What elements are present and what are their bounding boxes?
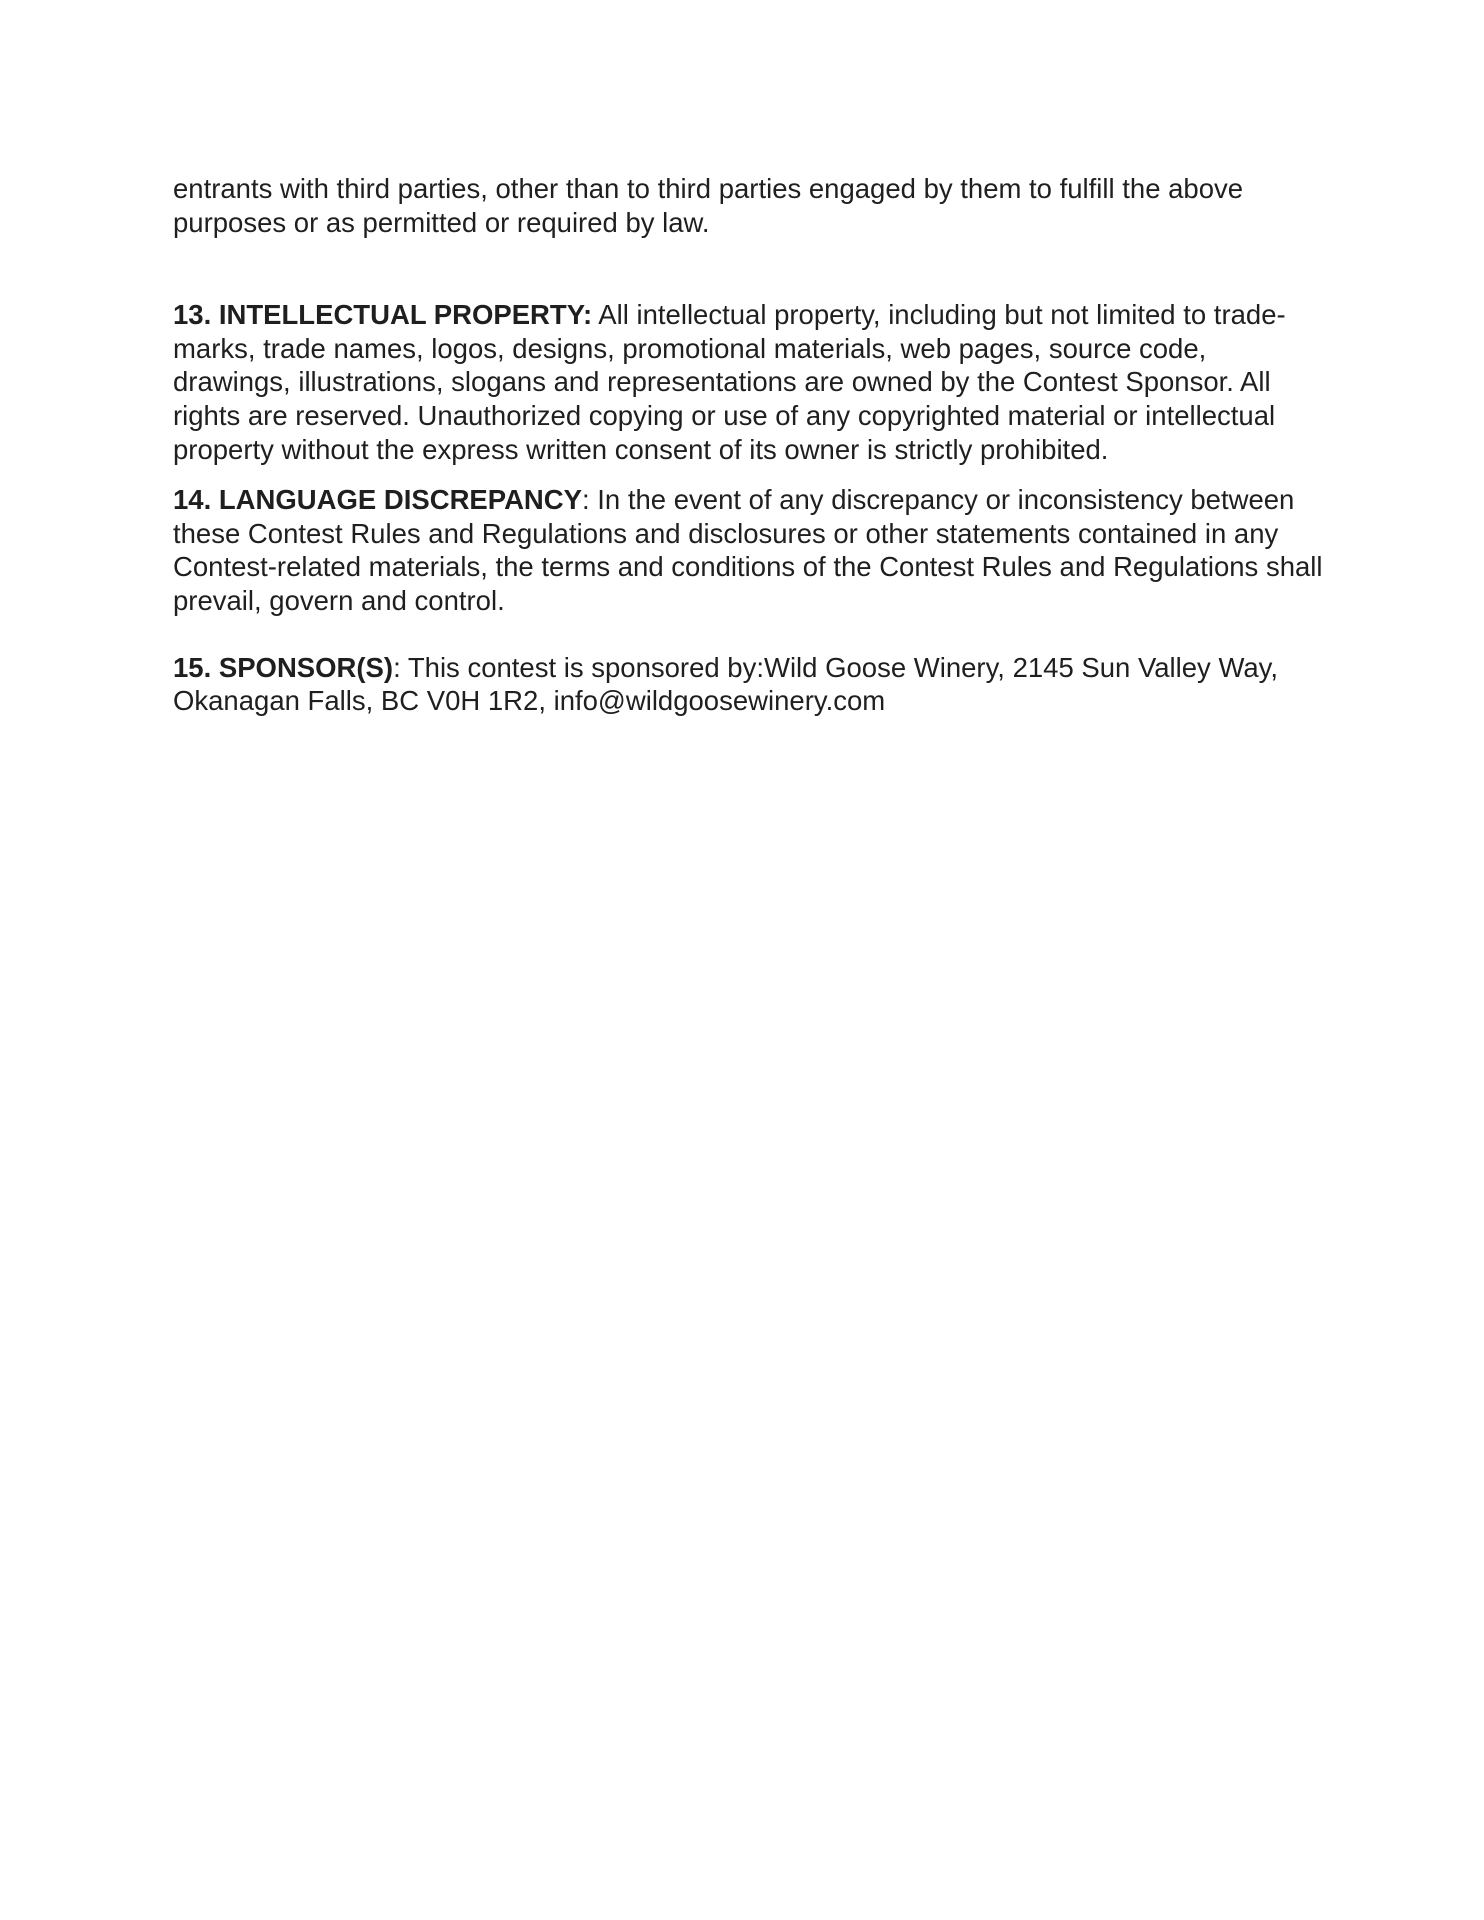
section-body: : This contest is sponsored by:Wild Goose Winery, 2145 Sun Valley Way, Okanagan Falls, BC V0H 1R2, info@wildgoosewinery.com — [173, 651, 1279, 717]
section-heading: 13. INTELLECTUAL PROPERTY: — [173, 299, 593, 331]
section-body: All intellectual property, including but not limited to trade-marks, trade names, logos, designs, promotional materials, web pages, source code, drawings, illustrations, slogans and representations are owned by the Contest Sponsor. All rights are reserved. Unauthorized copying or use of any copyrighted material or intellectual property without the express written consent of its owner is strictly prohibited. — [173, 299, 1286, 465]
continued-paragraph: entrants with third parties, other than to third parties engaged by them to fulfill the above purposes or as permitted or required by law. — [173, 173, 1244, 238]
section-heading: 14. LANGUAGE DISCREPANCY — [173, 484, 582, 516]
section-language-discrepancy — [173, 483, 1323, 617]
section-sponsors — [173, 651, 1323, 718]
document-body — [173, 172, 1323, 718]
section-intellectual-property — [173, 298, 1323, 466]
section-heading: 15. SPONSOR(S) — [173, 651, 394, 683]
section-body: : In the event of any discrepancy or inconsistency between these Contest Rules and Regulations and disclosures or other statements contained in any Contest-related materials, the terms and conditions of the Contest Rules and Regulations shall prevail, govern and control. — [173, 484, 1323, 616]
